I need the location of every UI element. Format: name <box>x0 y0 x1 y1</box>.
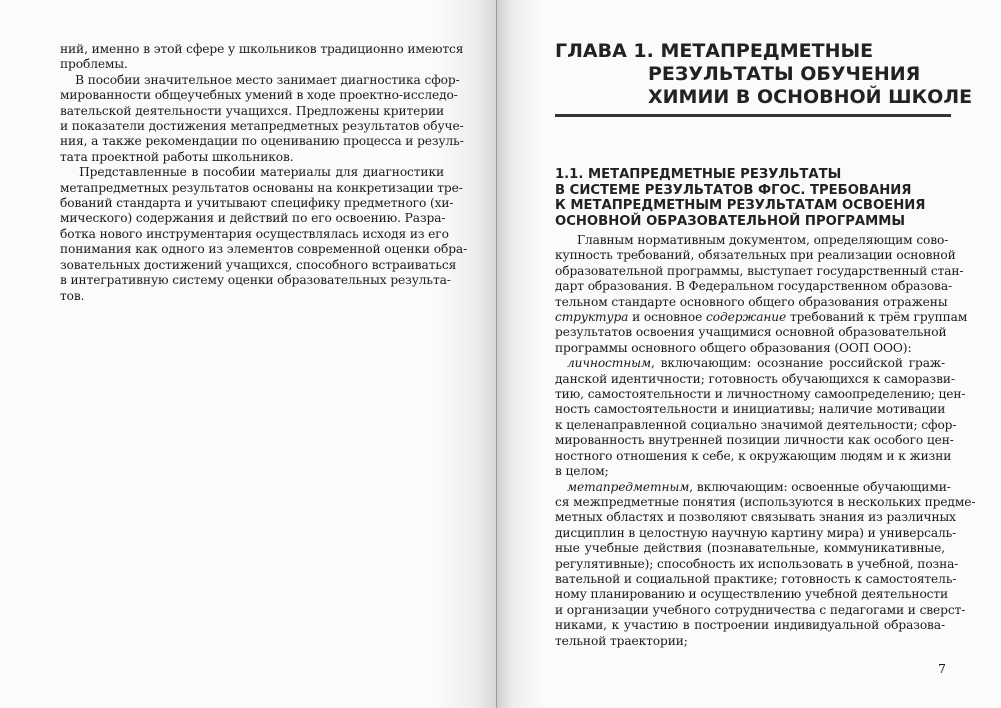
text-line: тельной траектории; <box>555 633 688 648</box>
text-line: ные учебные действия (познавательные, коммуникативные, <box>555 541 945 556</box>
section-title-line: К МЕТАПРЕДМЕТНЫМ РЕЗУЛЬТАТАМ ОСВОЕНИЯ <box>555 198 926 213</box>
text-line: дарт образования. В Федеральном государственном образова- <box>555 279 953 294</box>
left-page <box>0 0 497 708</box>
text-line <box>555 479 951 495</box>
section-title-line: В СИСТЕМЕ РЕЗУЛЬТАТОВ ФГОС. ТРЕБОВАНИЯ <box>555 182 912 198</box>
text-line: купность требований, обязательных при реализации основной <box>555 248 956 263</box>
text-line: в целом; <box>555 464 609 479</box>
text-run: , включающим: освоенные обучающими- <box>689 479 951 494</box>
text-line: Главным нормативным документом, определяющим сово- <box>577 233 949 247</box>
text-line: регулятивные); способность их использовать в учебной, позна- <box>555 556 959 571</box>
chapter-title-line: РЕЗУЛЬТАТЫ ОБУЧЕНИЯ <box>648 63 921 85</box>
text-line: зовательных достижений учащихся, способного встраиваться <box>60 257 457 272</box>
text-line: ному планированию и осуществлению учебной деятельности <box>555 587 949 602</box>
chapter-title <box>555 40 973 109</box>
text-line: данской идентичности; готовность обучающихся к саморазви- <box>555 371 955 386</box>
text-line: образовательной программы, выступает государственный стан- <box>555 263 964 278</box>
text-line: и показатели достижения метапредметных результатов обуче- <box>60 119 464 134</box>
text-line: тельном стандарте основного общего образования отражены <box>555 294 948 309</box>
text-line: мированность внутренней позиции личности как особого цен- <box>555 433 954 448</box>
text-line: Представленные в пособии материалы для диагностики <box>60 165 444 180</box>
text-line: ния, а также рекомендации по оцениванию процесса и резуль- <box>60 134 464 149</box>
italic-term: содержание <box>706 310 787 325</box>
italic-term: личностным <box>567 356 651 371</box>
section-title-line: 1.1. МЕТАПРЕДМЕТНЫЕ РЕЗУЛЬТАТЫ <box>555 167 842 182</box>
right-page-text <box>555 233 976 649</box>
page-number: 7 <box>938 661 946 676</box>
text-line: вательской деятельности учащихся. Предложены критерии <box>60 103 444 118</box>
left-page-text <box>60 42 468 304</box>
text-line: метапредметных результатов основаны на конкретизации тре- <box>60 180 463 195</box>
text-line: и организации учебного сотрудничества с педагогами и сверст- <box>555 602 966 617</box>
text-line: к целенаправленной социально значимой деятельности; сфор- <box>555 417 957 432</box>
text-line: никами, к участию в построении индивидуальной образова- <box>555 618 945 633</box>
text-line: ний, именно в этой сфере у школьников традиционно имеются <box>60 42 464 56</box>
section-title <box>555 167 935 229</box>
text-line: тию, самостоятельности и личностному самоопределению; цен- <box>555 387 966 402</box>
text-line <box>555 356 945 371</box>
chapter-title-line: ХИМИИ В ОСНОВНОЙ ШКОЛЕ <box>648 86 973 108</box>
text-line <box>555 310 968 325</box>
text-line: ность самостоятельности и инициативы; наличие мотивации <box>555 402 946 417</box>
italic-term: структура <box>555 310 629 325</box>
text-line: бований стандарта и учитывают специфику предметного (хи- <box>60 196 454 211</box>
text-line: в интегративную систему оценки образовательных результа- <box>60 273 451 288</box>
text-line: мического) содержания и действий по его освоению. Разра- <box>60 211 446 226</box>
section-title-line: ОСНОВНОЙ ОБРАЗОВАТЕЛЬНОЙ ПРОГРАММЫ <box>555 213 906 229</box>
text-line: ностного отношения к себе, к окружающим людям и к жизни <box>555 448 952 463</box>
text-line: тата проектной работы школьников. <box>60 149 294 164</box>
text-line: ботка нового инструментария осуществлялась исходя из его <box>60 226 449 241</box>
text-run: требований к трём группам <box>786 310 968 325</box>
text-line: понимания как одного из элементов современной оценки обра- <box>60 242 468 257</box>
text-line: результатов освоения учащимися основной образовательной <box>555 325 947 340</box>
text-line: программы основного общего образования (ООП ООО): <box>555 340 912 355</box>
chapter-title-line: ГЛАВА 1. МЕТАПРЕДМЕТНЫЕ <box>555 40 874 62</box>
text-line: метных областях и позволяют связывать знания из различных <box>555 510 956 525</box>
text-line: В пособии значительное место занимает диагностика сфор- <box>60 72 460 87</box>
text-line: вательной и социальной практике; готовность к самостоятель- <box>555 571 957 586</box>
chapter-rule <box>555 114 951 117</box>
right-page <box>497 0 1001 708</box>
text-line: проблемы. <box>60 57 128 72</box>
text-run: и основное <box>628 310 707 325</box>
text-line: тов. <box>60 288 85 303</box>
text-line: дисциплин в целостную научную картину мира) и универсаль- <box>555 525 957 540</box>
italic-term: метапредметным <box>567 479 690 494</box>
text-line: мированности общеучебных умений в ходе проектно-исследо- <box>60 88 458 103</box>
text-line: ся межпредметные понятия (используются в нескольких предме- <box>555 494 976 509</box>
text-run: , включающим: осознание российской граж- <box>651 356 945 371</box>
